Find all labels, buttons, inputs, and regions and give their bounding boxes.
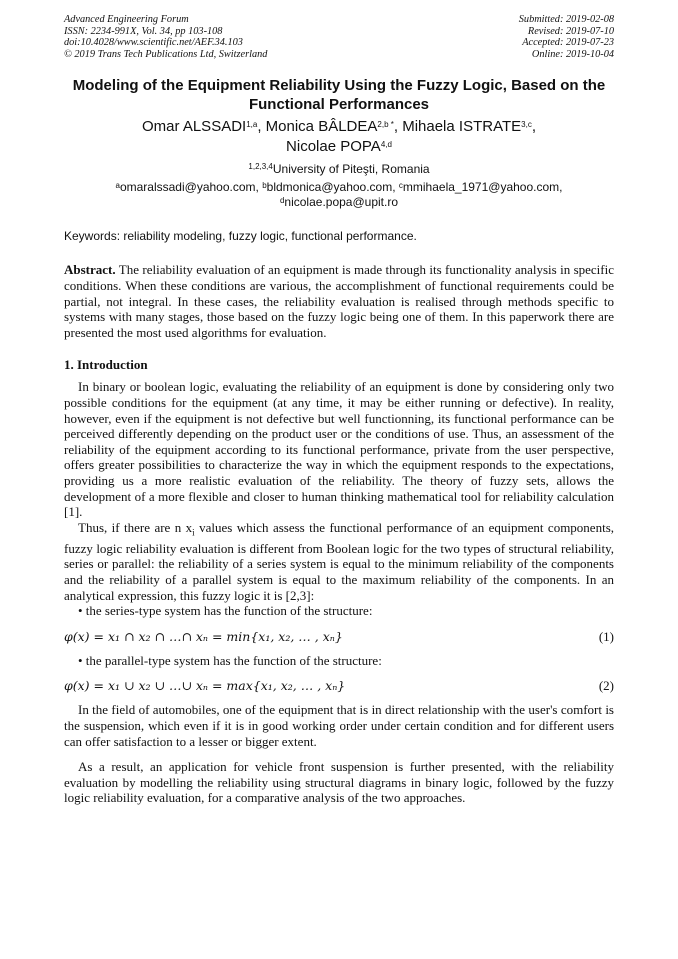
author-separator: , — [531, 118, 536, 136]
author-emails — [64, 180, 614, 210]
date-accepted: Accepted: 2019-07-23 — [522, 37, 614, 49]
equation-2 — [64, 678, 614, 694]
email-link[interactable]: mmihaela_1971@yahoo.com, — [402, 180, 563, 195]
abstract — [64, 262, 614, 340]
author-affiliation-mark: 4,d — [380, 140, 392, 150]
abstract-text: The reliability evaluation of an equipment is made through its functionality analysis in specific conditions. When these conditions are various, the accomplishment of functional requirements could be partial, not integral. In these cases, the reliability evaluation is realised through methods specific to systems with many stages, those based on the fuzzy logic being one of them. In this paperwork there are presented the most used algorithms for evaluation. — [64, 262, 615, 340]
affiliation — [64, 161, 614, 177]
author-separator: , — [257, 118, 266, 136]
author-name: Nicolae POPA — [286, 138, 381, 156]
email-link[interactable]: omaralssadi@yahoo.com, — [119, 180, 263, 195]
author-name: Omar ALSSADI — [142, 118, 247, 136]
paper-page — [64, 14, 614, 806]
equation-1-number: (1) — [598, 628, 614, 644]
paper-title: Modeling of the Equipment Reliability Using the Fuzzy Logic, Based on the Functional Performances — [72, 77, 606, 114]
date-revised: Revised: 2019-07-10 — [527, 25, 614, 37]
date-submitted: Submitted: 2019-02-08 — [518, 14, 614, 25]
journal-info — [64, 14, 267, 60]
journal-issn: ISSN: 2234-991X, Vol. 34, pp 103-108 — [64, 25, 223, 37]
author-affiliation-mark: 3,c — [521, 120, 532, 130]
journal-doi: doi:10.4028/www.scientific.net/AEF.34.103 — [64, 37, 243, 49]
email-mark: d — [279, 196, 285, 206]
equation-1 — [64, 629, 614, 645]
affiliation-text: University of Piteşti, Romania — [272, 162, 430, 177]
affiliation-mark: 1,2,3,4 — [248, 162, 273, 172]
equation-2-formula: φ(x) = x₁ ∪ x₂ ∪ …∪ xₙ = max{x₁, x₂, … , xₙ} — [64, 678, 346, 694]
email-link[interactable]: bldmonica@yahoo.com, — [266, 180, 399, 195]
abstract-label: Abstract. — [64, 262, 116, 278]
author-list — [64, 117, 614, 157]
author-separator: , — [393, 118, 403, 136]
paragraph-1: In binary or boolean logic, evaluating the reliability of an equipment is done by considering only two possible conditions for the equipment (at any time, it may be either running or defective). In reality, however, even if the equipment is not defective but well functionning, its functional performance can be perceived differently depending on the product user or the conditions of use. Thus, an assessment of the reliability of the equipment according to its functional performance, private from the user perspective, offers greater possibilities to characterize the way in which the equipment responds to the expectations, providing us a more realistic evaluation of the reliability. The theory of fuzzy sets, allows the development of a more flexible and closer to human thinking mathematical tool for reliability calculation [1]. — [64, 379, 614, 520]
email-mark: c — [398, 181, 403, 191]
email-mark: b — [262, 181, 267, 191]
author-name: Mihaela ISTRATE — [402, 118, 522, 136]
date-online: Online: 2019-10-04 — [531, 48, 614, 60]
bullet-series: • the series-type system has the function of the structure: — [78, 603, 373, 619]
author-affiliation-mark: 1,a — [246, 120, 258, 130]
paragraph-3: In the field of automobiles, one of the equipment that is in direct relationship with the user's comfort is the suspension, which even if it is in good working order under certain condition and for different users can offer satisfaction to a lesser or bigger extent. — [64, 702, 614, 749]
journal-name: Advanced Engineering Forum — [64, 14, 189, 25]
email-link[interactable]: nicolae.popa@upit.ro — [284, 195, 399, 210]
submission-dates — [519, 14, 614, 60]
paragraph-2 — [64, 520, 614, 604]
journal-header — [64, 14, 614, 60]
equation-2-number: (2) — [598, 678, 614, 694]
paragraph-2-rest: values which assess the functional performance of an equipment components, fuzzy logic reliability evaluation is different from Boolean logic for the two types of structural reliability, series or parallel: the reliability of a series system is equal to the minimum reliability of the components and the reliability of a parallel system is equal to the maximum reliability of the components. In an analytical expression, this fuzzy logic it is [2,3]: — [64, 519, 614, 603]
author-name: Monica BÂLDEA — [265, 118, 378, 136]
paragraph-4: As a result, an application for vehicle front suspension is further presented, with the reliability evaluation by modelling the reliability using structural diagrams in binary logic, followed by the fuzzy logic reliability evaluation, for a comparative analysis of the two approaches. — [64, 759, 614, 806]
subscript-i: i — [192, 527, 195, 538]
equation-1-formula: φ(x) = x₁ ∩ x₂ ∩ …∩ xₙ = min{x₁, x₂, … , xₙ} — [64, 628, 343, 644]
email-mark: a — [115, 181, 120, 191]
paragraph-2-start: Thus, if there are n x — [78, 519, 193, 535]
keywords: Keywords: reliability modeling, fuzzy logic, functional performance. — [64, 229, 417, 244]
section-heading: 1. Introduction — [64, 357, 148, 373]
author-affiliation-mark: 2,b * — [377, 120, 394, 130]
bullet-parallel: • the parallel-type system has the function of the structure: — [78, 652, 382, 668]
journal-copyright: © 2019 Trans Tech Publications Ltd, Switzerland — [64, 48, 268, 60]
